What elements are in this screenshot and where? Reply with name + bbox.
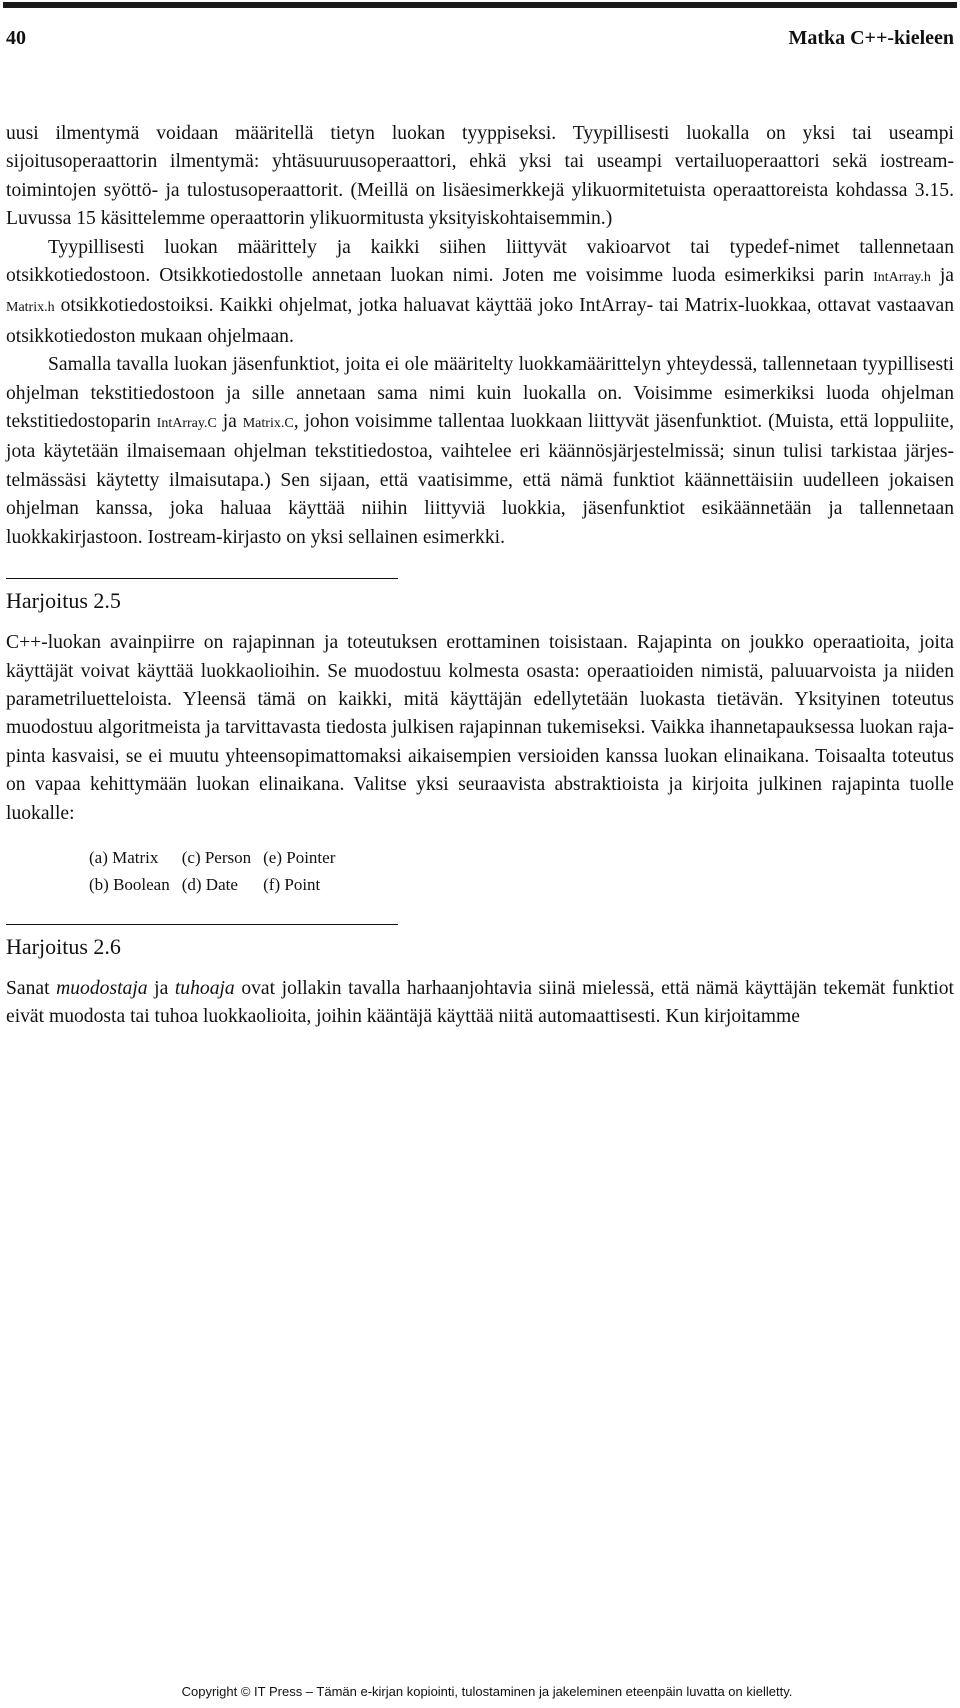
book-title: Matka C++-kieleen bbox=[788, 27, 954, 49]
option-item: (c) Person bbox=[181, 847, 252, 867]
option-item: (a) Matrix bbox=[89, 847, 159, 867]
emphasis-term: muodostaja bbox=[56, 977, 148, 999]
page-content bbox=[6, 120, 954, 1032]
emphasis-term: tuhoaja bbox=[174, 977, 235, 999]
option-item: (b) Boolean bbox=[89, 874, 170, 894]
copyright-footer: Copyright © IT Press – Tämän e-kirjan kopiointi, tulostaminen ja jakeleminen eteenpäin luvatta on kielletty. bbox=[181, 1684, 793, 1699]
exercise-title: Harjoitus 2.5 bbox=[6, 588, 121, 614]
options-row bbox=[89, 871, 347, 898]
filename: IntArray.h bbox=[873, 270, 931, 286]
exercise-text bbox=[6, 975, 954, 1032]
option-item: (d) Date bbox=[181, 874, 238, 894]
paragraph-text: ja bbox=[216, 411, 243, 433]
options-table bbox=[89, 844, 347, 898]
abstraction-options bbox=[6, 844, 954, 898]
exercise-rule bbox=[6, 578, 398, 579]
paragraph-3 bbox=[6, 351, 954, 552]
paragraph-text: ja bbox=[930, 265, 955, 287]
paragraph-text: Tyypillisesti luokan määrittely ja kaikki siihen liittyvät vakioarvot tai typedef-nimet tallennetaan otsikkotiedostoon. Otsikkotiedostolle annetaan luokan nimi. Joten me voisimme luoda esimerkiksi parin bbox=[6, 236, 954, 287]
running-head bbox=[6, 27, 954, 57]
paragraph-text: ja bbox=[147, 977, 175, 999]
paragraph-text: C++-luokan avainpiirre on rajapinnan ja toteutuksen erottaminen toisistaan. Rajapinta on joukko operaatioita, joita käyttäjät voivat käyttää luokkaolioihin. Se muodostuu kolmesta osasta: operaatioiden nimistä, paluuarvoista ja niiden parametriluetteloista. Yleensä tämä on kaikki, mitä käyttäjän edellytetään luokasta tietävän. Yksityinen toteutus muodostuu algoritmeista ja tarvittavasta tiedosta julkisen rajapinnan tukemiseksi. Vaikka ihannetapauksessa luokan rajapinta kasvaisi, se ei muutu yhteensopimattomaksi aikaisempien versioiden kanssa luokan elinaikana. Toisaalta toteutus on vapaa kehittymään luokan elinaikana. Valitse yksi seuraavista abstraktioista ja kirjoita julkinen rajapinta tuolle luokalle: bbox=[6, 632, 954, 824]
filename: IntArray.C bbox=[156, 416, 217, 432]
exercise-title: Harjoitus 2.6 bbox=[6, 933, 121, 959]
option-item: (e) Pointer bbox=[263, 847, 336, 867]
paragraph-2 bbox=[6, 234, 954, 352]
paragraph-text: ovat jollakin tavalla harhaanjohtavia siinä mielessä, että nämä käyttäjän tekemät funktiot eivät muodosta tai tuhoa luokkaolioita, joihin kääntäjä käyttää niitä automaattisesti. Kun kirjoitamme bbox=[6, 977, 954, 1028]
filename: Matrix.C bbox=[242, 416, 294, 432]
paragraph-text: otsikkotiedostoiksi. Kaikki ohjelmat, jotka haluavat käyttää joko IntArray- tai Matrix-luokkaa, ottavat vastaavan otsikkotiedoston mukaan ohjelmaan. bbox=[6, 295, 954, 347]
exercise-text bbox=[6, 629, 954, 828]
paragraph-text: Samalla tavalla luokan jäsenfunktiot, joita ei ole määritelty luokkamäärittelyn yhteydessä, tallennetaan tyypillisesti ohjelman tekstitiedostoon ja sille annetaan sama nimi kuin luokalla on. Voisimme esimerkiksi luoda ohjelman tekstitiedostoparin bbox=[6, 354, 954, 433]
page-number: 40 bbox=[6, 27, 26, 49]
paragraph-text: Sanat bbox=[6, 977, 57, 999]
paragraph-1 bbox=[6, 120, 954, 234]
header-rule bbox=[3, 2, 957, 8]
filename: Matrix.h bbox=[6, 300, 55, 316]
option-item: (f) Point bbox=[263, 874, 321, 894]
paragraph-text: uusi ilmentymä voidaan määritellä tietyn luokan tyyppiseksi. Tyypillisesti luokalla on yksi tai useampi sijoitusoperaattorin ilmentymä: yhtäsuuruusoperaattori, ehkä yksi tai useampi vertailuoperaattori sekä iostream-toimintojen syöttö- ja tulostusoperaattorit. (Meillä on lisäesimerkkejä ylikuormitetuista operaattoreista kohdassa 3.15. Luvussa 15 käsittelemme operaattorin ylikuormitusta yksityiskohtaisemmin.) bbox=[6, 123, 954, 230]
paragraph-text: , johon voisimme tallentaa luokkaan liittyvät jäsenfunktiot. (Muista, että loppuliite, jota käytetään ilmaisemaan ohjelman tekstitiedostoa, vaihtelee eri käännösjärjestelmissä; sinun tulisi tarkistaa järjestelmässäsi käytetty ilmaisutapa.) Sen sijaan, että vaatisimme, että nämä funktiot käännettäisiin uudelleen jokaisen ohjelman kanssa, joka haluaa käyttää niihin liittyviä luokkia, jäsenfunktiot esikäännetään ja tallennetaan luokkakirjastoon. Iostream-kirjasto on yksi sellainen esimerkki. bbox=[6, 411, 955, 548]
exercise-rule bbox=[6, 924, 398, 925]
options-row bbox=[89, 844, 347, 871]
